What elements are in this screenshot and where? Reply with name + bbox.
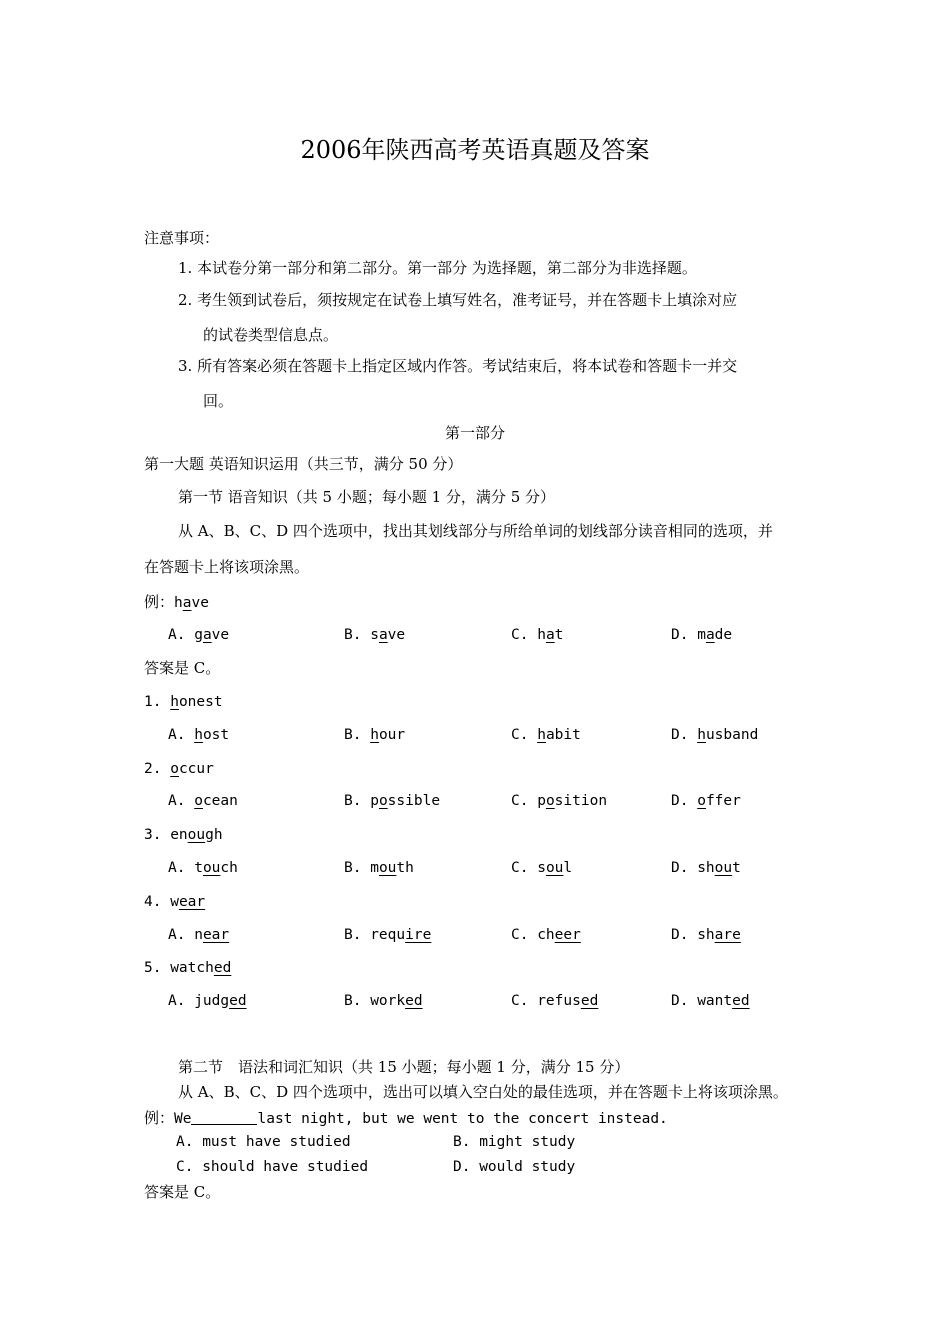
example-option-a: A. gave bbox=[168, 627, 230, 643]
question-1-option-a: A. host bbox=[168, 727, 230, 743]
notice-item-2-cont: 的试卷类型信息点。 bbox=[203, 326, 339, 344]
sub1-instruction: 从 A、B、C、D 四个选项中，找出其划线部分与所给单词的划线部分读音相同的选项，并 bbox=[178, 522, 773, 540]
sub2-example-option-c: C. should have studied bbox=[176, 1159, 369, 1175]
question-2-option-b: B. possible bbox=[344, 793, 441, 809]
sub2-example-option-b: B. might study bbox=[453, 1134, 576, 1150]
question-2-option-a: A. ocean bbox=[168, 793, 238, 809]
sub2-example-option-a: A. must have studied bbox=[176, 1134, 351, 1150]
question-5-option-a: A. judged bbox=[168, 993, 247, 1009]
question-5-option-b: B. worked bbox=[344, 993, 423, 1009]
question-1-option-d: D. husband bbox=[671, 727, 759, 743]
question-3: 3. enough bbox=[144, 827, 223, 843]
notice-item-2: 2. 考生领到试卷后，须按规定在试卷上填写姓名，准考证号，并在答题卡上填涂对应 bbox=[178, 291, 738, 309]
question-4: 4. wear bbox=[144, 894, 206, 910]
question-2-option-d: D. offer bbox=[671, 793, 741, 809]
sub2-example-sentence: 例：We last night, but we went to the concert instead. bbox=[144, 1109, 668, 1127]
sub1-instruction-cont: 在答题卡上将该项涂黑。 bbox=[144, 558, 310, 576]
question-1-option-b: B. hour bbox=[344, 727, 406, 743]
question-3-option-d: D. shout bbox=[671, 860, 741, 876]
sub2-heading: 第二节 语法和词汇知识（共 15 小题；每小题 1 分，满分 15 分） bbox=[178, 1058, 630, 1076]
question-1: 1. honest bbox=[144, 694, 223, 710]
sub2-example-answer: 答案是 C。 bbox=[144, 1183, 221, 1201]
question-4-option-a: A. near bbox=[168, 927, 230, 943]
notice-item-3-cont: 回。 bbox=[203, 392, 234, 410]
question-4-option-d: D. share bbox=[671, 927, 741, 943]
question-4-option-b: B. require bbox=[344, 927, 432, 943]
answer-blank bbox=[191, 1110, 257, 1125]
question-2: 2. occur bbox=[144, 761, 214, 777]
sub2-example-option-d: D. would study bbox=[453, 1159, 576, 1175]
notice-item-1: 1. 本试卷分第一部分和第二部分。第一部分 为选择题，第二部分为非选择题。 bbox=[178, 259, 697, 277]
notice-heading: 注意事项： bbox=[144, 229, 220, 247]
document-title: 2006年陕西高考英语真题及答案 bbox=[300, 136, 650, 164]
question-2-option-c: C. position bbox=[511, 793, 608, 809]
example-option-c: C. hat bbox=[511, 627, 564, 643]
example-option-b: B. save bbox=[344, 627, 406, 643]
question-5: 5. watched bbox=[144, 960, 232, 976]
question-5-option-d: D. wanted bbox=[671, 993, 750, 1009]
question-4-option-c: C. cheer bbox=[511, 927, 581, 943]
sub1-heading: 第一节 语音知识（共 5 小题；每小题 1 分，满分 5 分） bbox=[178, 488, 556, 506]
question-3-option-a: A. touch bbox=[168, 860, 238, 876]
example-answer: 答案是 C。 bbox=[144, 659, 221, 677]
example-word: 例：have bbox=[144, 593, 209, 611]
question-3-option-b: B. mouth bbox=[344, 860, 414, 876]
example-option-d: D. made bbox=[671, 627, 733, 643]
sub2-instruction: 从 A、B、C、D 四个选项中，选出可以填入空白处的最佳选项，并在答题卡上将该项涂黑。 bbox=[178, 1083, 788, 1101]
question-5-option-c: C. refused bbox=[511, 993, 599, 1009]
question-1-option-c: C. habit bbox=[511, 727, 581, 743]
question-3-option-c: C. soul bbox=[511, 860, 573, 876]
notice-item-3: 3. 所有答案必须在答题卡上指定区域内作答。考试结束后，将本试卷和答题卡一并交 bbox=[178, 357, 738, 375]
part1-heading: 第一部分 bbox=[444, 424, 505, 442]
section1-heading: 第一大题 英语知识运用（共三节，满分 50 分） bbox=[144, 455, 463, 473]
